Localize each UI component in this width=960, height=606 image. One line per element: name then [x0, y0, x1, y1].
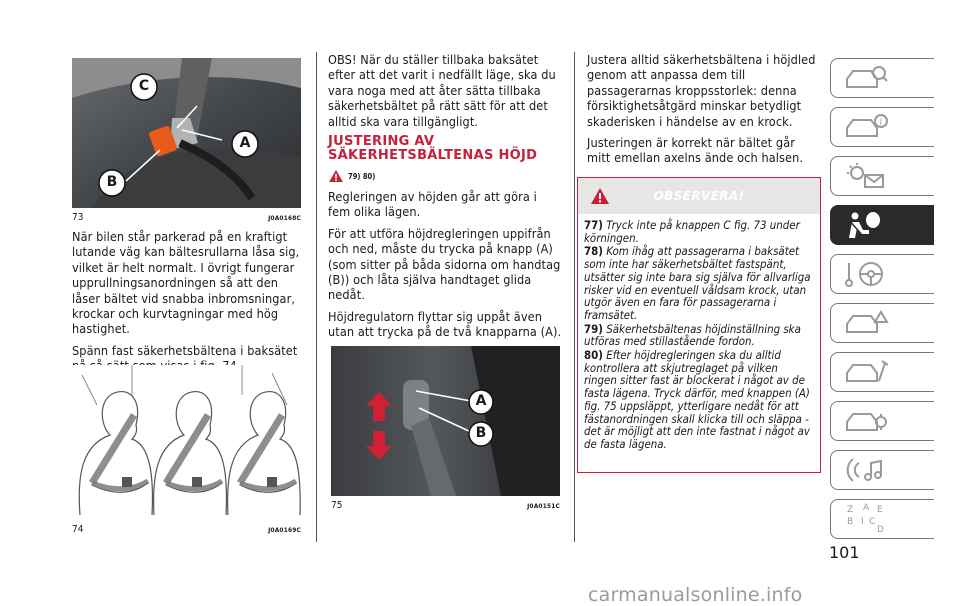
section-heading: [328, 135, 562, 163]
figure-74-drawing: [72, 365, 301, 520]
multimedia-icon: [843, 455, 889, 485]
label-b: B: [475, 425, 487, 441]
column-divider: [316, 52, 317, 542]
tab-index[interactable]: [830, 499, 934, 539]
tab-emergency[interactable]: [830, 303, 934, 343]
label-c: C: [138, 78, 150, 94]
figure-code: J0A0151C: [527, 502, 560, 510]
tab-multimedia[interactable]: [830, 450, 934, 490]
tab-safety[interactable]: [830, 205, 934, 245]
paragraph: Höjdregulatorn flyttar sig uppåt även utan att trycka på de två knapparna (A).: [328, 308, 562, 340]
index-letter: A: [863, 503, 870, 513]
figure-73-caption: [72, 212, 301, 223]
note-79: 79) Säkerhetsbältenas höjdinställning ska utföras med stillastående fordon.: [584, 321, 801, 349]
tab-technical-data[interactable]: [830, 401, 934, 441]
watermark: carmanualsonline.info: [588, 584, 803, 606]
figure-code: J0A0169C: [268, 526, 301, 534]
airbag-seatbelt-icon: [843, 210, 889, 240]
label-b: B: [106, 174, 118, 190]
label-a: A: [475, 393, 487, 409]
column-1-text: [72, 229, 304, 380]
note-80: 80) Efter höjdregleringen ska du alltid kontrollera att skjutreglaget på vilken ringen sitter fast är blockerat i något av de fasta lägena. Tryck därför, med knappen (A) fig. 75 uppsläppt, ytterligare nedåt för att fästanordningen skall klicka till och släppa - det är möjligt att den inte fastnat i något av de fasta lägena.: [584, 348, 810, 451]
label-a: A: [239, 135, 251, 151]
warning-notes: [578, 214, 820, 451]
index-letter: I: [861, 517, 864, 527]
steering-wheel-icon: [843, 259, 889, 289]
paragraph: Justeringen är korrekt när bältet går mitt emellan axelns ände och halsen.: [587, 135, 804, 166]
paragraph: Justera alltid säkerhetsbältena i höjdled genom att anpassa dem till passagerarnas kroppsstorlek: denna försiktighetsåtgärd minskar betydligt skaderisken i händelse av en krock.: [587, 52, 816, 129]
paragraph: Regleringen av höjden går att göra i fem olika lägen.: [328, 189, 537, 220]
warning-refs: 79) 80): [348, 171, 376, 181]
tab-servicing[interactable]: [830, 352, 934, 392]
figure-code: J0A0168C: [268, 214, 301, 222]
warning-triangle-icon: [328, 169, 344, 183]
figure-number: 73: [72, 212, 84, 223]
tab-getting-to-know[interactable]: [830, 107, 934, 147]
column-2-text: [328, 52, 562, 346]
tab-starting-driving[interactable]: [830, 254, 934, 294]
column-3-text: [587, 52, 821, 172]
figure-number: 75: [331, 500, 343, 511]
figure-73-photo: [72, 58, 301, 208]
warning-triangle-icon: [590, 187, 610, 205]
car-wrench-icon: [843, 357, 889, 387]
figure-75-photo: [331, 346, 560, 496]
index-letter: C: [869, 517, 876, 527]
car-specs-icon: [843, 406, 889, 436]
paragraph: För att utföra höjdregleringen uppifrån och ned, måste du trycka på knapp (A) (som sitter på båda sidorna om handtag (B)) och låta själva handtaget glida nedåt.: [328, 225, 561, 303]
car-search-icon: [843, 63, 889, 93]
warning-reference: [328, 169, 562, 183]
tab-lights[interactable]: [830, 156, 934, 196]
svg-text:i: i: [879, 117, 883, 128]
index-icon: [843, 502, 889, 536]
index-letter: E: [877, 505, 883, 515]
paragraph: När bilen står parkerad på en kraftigt lutande väg kan bältesrullarna låsa sig, vilket är helt normalt. I övrigt fungerar upprullningsanordningen så att den låser bältet vid snabba inbromsningar, krockar och kurvtagningar med hög hastighet.: [72, 229, 300, 337]
note-77: 77) Tryck inte på knappen C fig. 73 under körningen.: [584, 218, 800, 245]
heading-line: SÄKERHETSBÄLTENAS HÖJD: [328, 148, 538, 164]
page-number: 101: [829, 543, 860, 562]
index-letter: D: [877, 525, 884, 535]
figure-number: 74: [72, 524, 84, 535]
note-78: 78) Kom ihåg att passagerarna i baksätet som inte har säkerhetsbältet fastspänt, utsätter sig inte bara sig själva för allvarliga risker vid en eventuell våldsam krock, utan utgör även en fara för passagerarna i framsätet.: [584, 244, 811, 322]
belt-height-adjuster-illustration: [331, 346, 560, 496]
index-letter: Z: [847, 505, 854, 515]
car-warning-icon: [843, 308, 889, 338]
light-message-icon: [843, 161, 889, 191]
tab-dashboard[interactable]: [830, 58, 934, 98]
figure-75-caption: [331, 500, 560, 511]
paragraph: OBS! När du ställer tillbaka baksätet efter att det varit i nedfällt läge, ska du vara noga med att åter sätta tillbaka säkerhetsbältet på rätt sätt för att det alltid ska vara tillgängligt.: [328, 52, 556, 129]
heading-line: JUSTERING AV: [328, 134, 435, 150]
figure-74-caption: [72, 524, 301, 535]
warning-box-header: [578, 178, 820, 214]
car-info-icon: [843, 112, 889, 142]
column-divider: [574, 52, 575, 542]
index-letter: B: [847, 517, 854, 527]
warning-box: [577, 177, 821, 473]
paragraph: Spänn fast säkerhetsbältena i baksätet: [72, 342, 298, 358]
rear-seat-belts-illustration: [72, 365, 301, 520]
warning-title: OBSERVERA!: [653, 189, 745, 203]
